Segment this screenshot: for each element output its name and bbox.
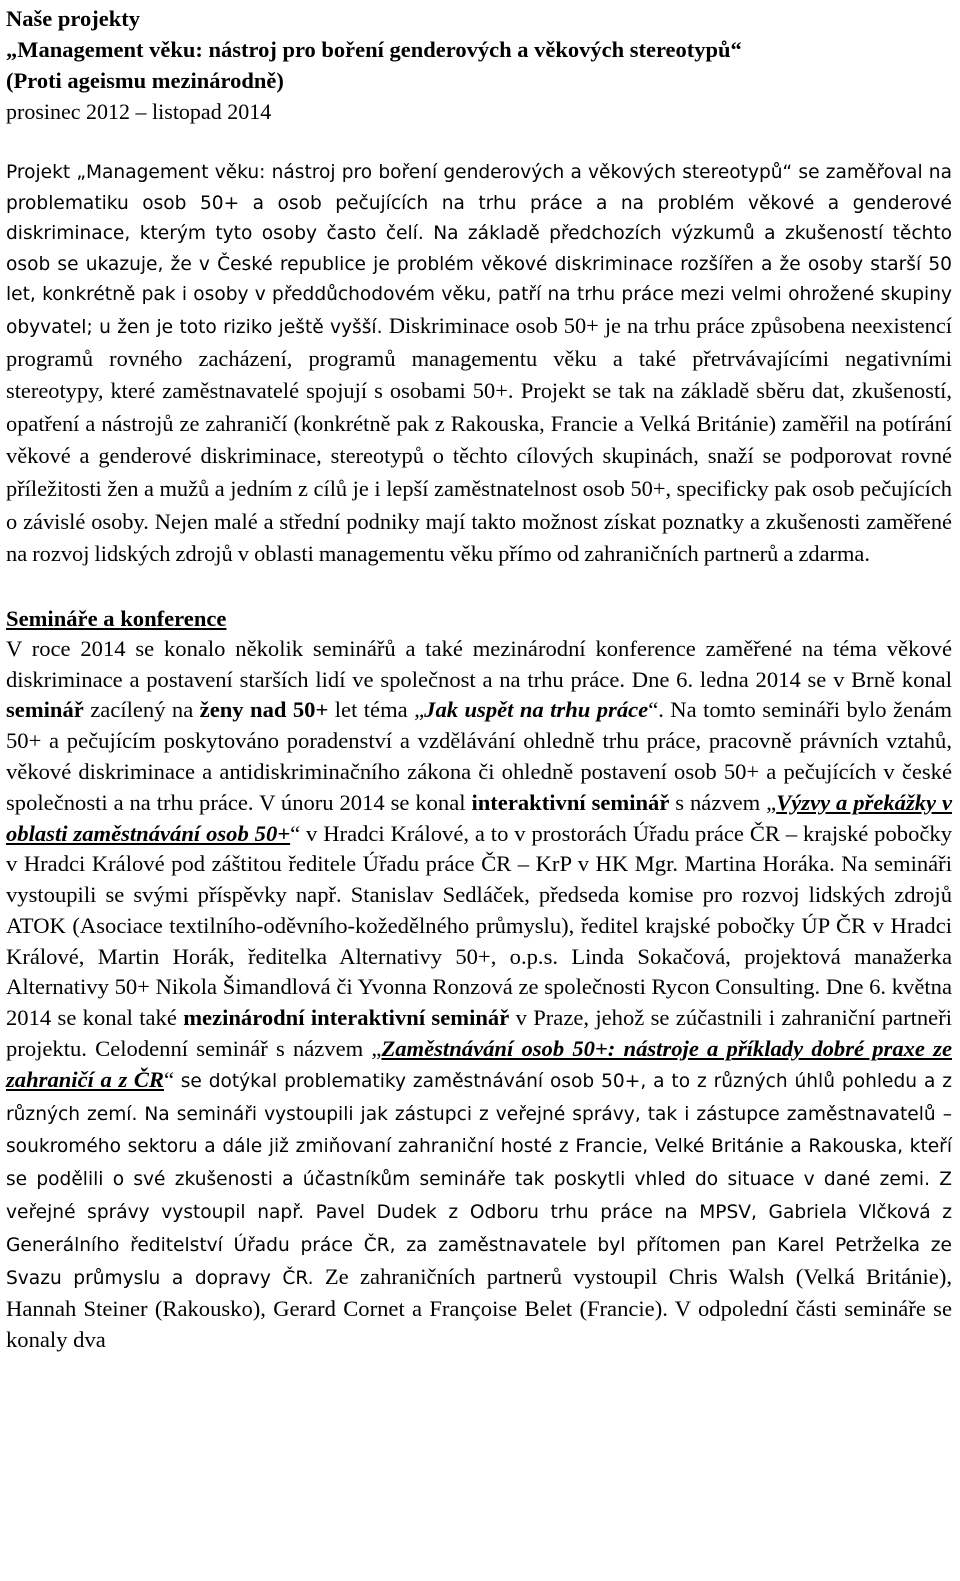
intro-sentence-1: Projekt „Management věku: nástroj pro boření genderových a věkových stereotypů“ se zaměřoval na problematiku osob 50+ a osob pečujících na trhu práce a na problém věkové a genderové diskriminace, kterým tyto osoby často čelí. — [6, 162, 952, 245]
intro-sentence-3: Diskriminace osob 50+ je na trhu práce způsobena neexistencí programů rovného zacházení, programů managementu věku a také přetrvávajícími negativními stereotypy, které zaměstnavatelé spojují s osobami 50+. — [6, 312, 952, 404]
seminars-bold: seminář — [6, 697, 84, 723]
spacer — [6, 127, 952, 158]
intro-sentence-4: Projekt se tak na základě sběru dat, zkušeností, opatření a nástrojů ze zahraničí (konkrétně pak z Rakouska, Francie a Velká Británie) zaměřil na potírání věkové a genderové diskriminace, stereotypů o těchto cílových skupinách, snaží se podporovat rovné příležitosti žen a mužů a jedním z cílů je i lepší zaměstnatelnost osob 50+, specificky pak osob pečujících o závislé osoby. Nejen malé a střední podniky mají takto možnost získat poznatky a zkušenosti zaměřené na rozvoj lidských zdrojů v oblasti managementu věku přímo od zahraničních partnerů a zdarma. — [6, 378, 952, 567]
seminar-title-2: Výzvy a překážky v oblasti zaměstnávání osob 50+ — [6, 789, 953, 846]
spacer — [6, 572, 952, 603]
project-subtitle: (Proti ageismu mezinárodně) — [6, 68, 284, 93]
seminars-bold: mezinárodní interaktivní seminář — [183, 1005, 510, 1031]
seminar-title-3: Zaměstnávání osob 50+: nástroje a příklady dobré praxe ze zahraničí a z ČR — [6, 1036, 952, 1092]
intro-sentence-2: Na základě předchozích výzkumů a zkušeností těchto osob se ukazuje, že v České republice je problém věkové diskriminace rozšířen a že osoby starší 50 let, konkrétně pak i osoby v předdůchodovém věku, patří na trhu práce mezi velmi ohrožené skupiny obyvatel; u žen je toto riziko ještě vyšší. — [6, 223, 952, 338]
seminars-text: V roce 2014 se konalo několik seminářů a také mezinárodní konference zaměřené na téma věkové diskriminace a postavení starších lidí ve společnost a na trhu práce. Dne 6. ledna 2014 se v Brně konal — [6, 635, 952, 692]
seminars-text: Ze zahraničních partnerů vystoupil Chris Walsh (Velká Británie), Hannah Steiner (Rakousko), Gerard Cornet a Françoise Belet (Francie). V odpolední části semináře se konaly dva — [6, 1263, 953, 1353]
document-page — [6, 3, 952, 1356]
seminars-text-sans: se dotýkal problematiky zaměstnávání osob 50+, a to z různých úhlů pohledu a z různých zemí. Na semináři vystoupili jak zástupci z veřejné správy, tak i zástupce zaměstnavatelů – soukromého sektoru a dále již zmiňovaní zahraniční hosté z Francie, Velké Británie a Rakouska, kteří se podělili o své zkušenosti a účastníkům semináře tak poskytli vhled do situace v dané zemi. Z veřejné správy vystoupil např. Pavel Dudek z Odboru trhu práce na MPSV, Gabriela Vlčková z Generálního ředitelství Úřadu práce ČR, za zaměstnavatele byl přítomen pan Karel Petrželka ze Svazu průmyslu a dopravy ČR. — [6, 1070, 952, 1289]
seminars-text: “ — [164, 1066, 181, 1092]
seminar-title-1: Jak uspět na trhu práce — [424, 697, 649, 723]
seminars-text: v Praze, jehož se zúčastnili i zahraniční partneři projektu. Celodenní seminář s názvem „ — [6, 1005, 952, 1062]
intro-paragraph — [6, 158, 952, 572]
project-dates: prosinec 2012 – listopad 2014 — [6, 99, 272, 124]
section-title: Naše projekty — [6, 6, 140, 31]
project-title: „Management věku: nástroj pro boření genderových a věkových stereotypů“ — [6, 37, 742, 62]
seminars-bold: interaktivní seminář — [471, 789, 670, 815]
section-heading-seminars: Semináře a konference — [6, 605, 227, 631]
seminars-bold: ženy nad 50+ — [199, 697, 329, 723]
seminars-text: zacílený na — [83, 697, 200, 723]
seminars-text: let téma „ — [328, 697, 425, 723]
seminars-text: s názvem „ — [669, 789, 777, 815]
seminars-text: “. Na tomto semináři bylo ženám 50+ a pečujícím poskytováno poradenství a vzdělávání ohledně trhu práce, pracovně právních vztahů, věkové diskriminace a antidiskriminačního zákona či ohledně postavení osob 50+ a pečujících v české společnosti a na trhu práce. V únoru 2014 se konal — [6, 697, 952, 815]
seminars-text: “ v Hradci Králové, a to v prostorách Úřadu práce ČR – krajské pobočky v Hradci Králové pod záštitou ředitele Úřadu práce ČR – KrP v HK Mgr. Martina Horáka. Na semináři vystoupili se svými příspěvky např. Stanislav Sedláček, předseda komise pro rozvoj lidských zdrojů ATOK (Asociace textilního-oděvního-kožedělného průmyslu), ředitel krajské pobočky ÚP ČR v Hradci Králové, Martin Horák, ředitelka Alternativy 50+, o.p.s. Linda Sokačová, projektová manažerka Alternativy 50+ Nikola Šimandlová či Yvonna Ronzová ze společnosti Rycon Consulting. Dne 6. května 2014 se konal také — [6, 820, 952, 1031]
seminars-paragraph — [6, 634, 952, 1356]
